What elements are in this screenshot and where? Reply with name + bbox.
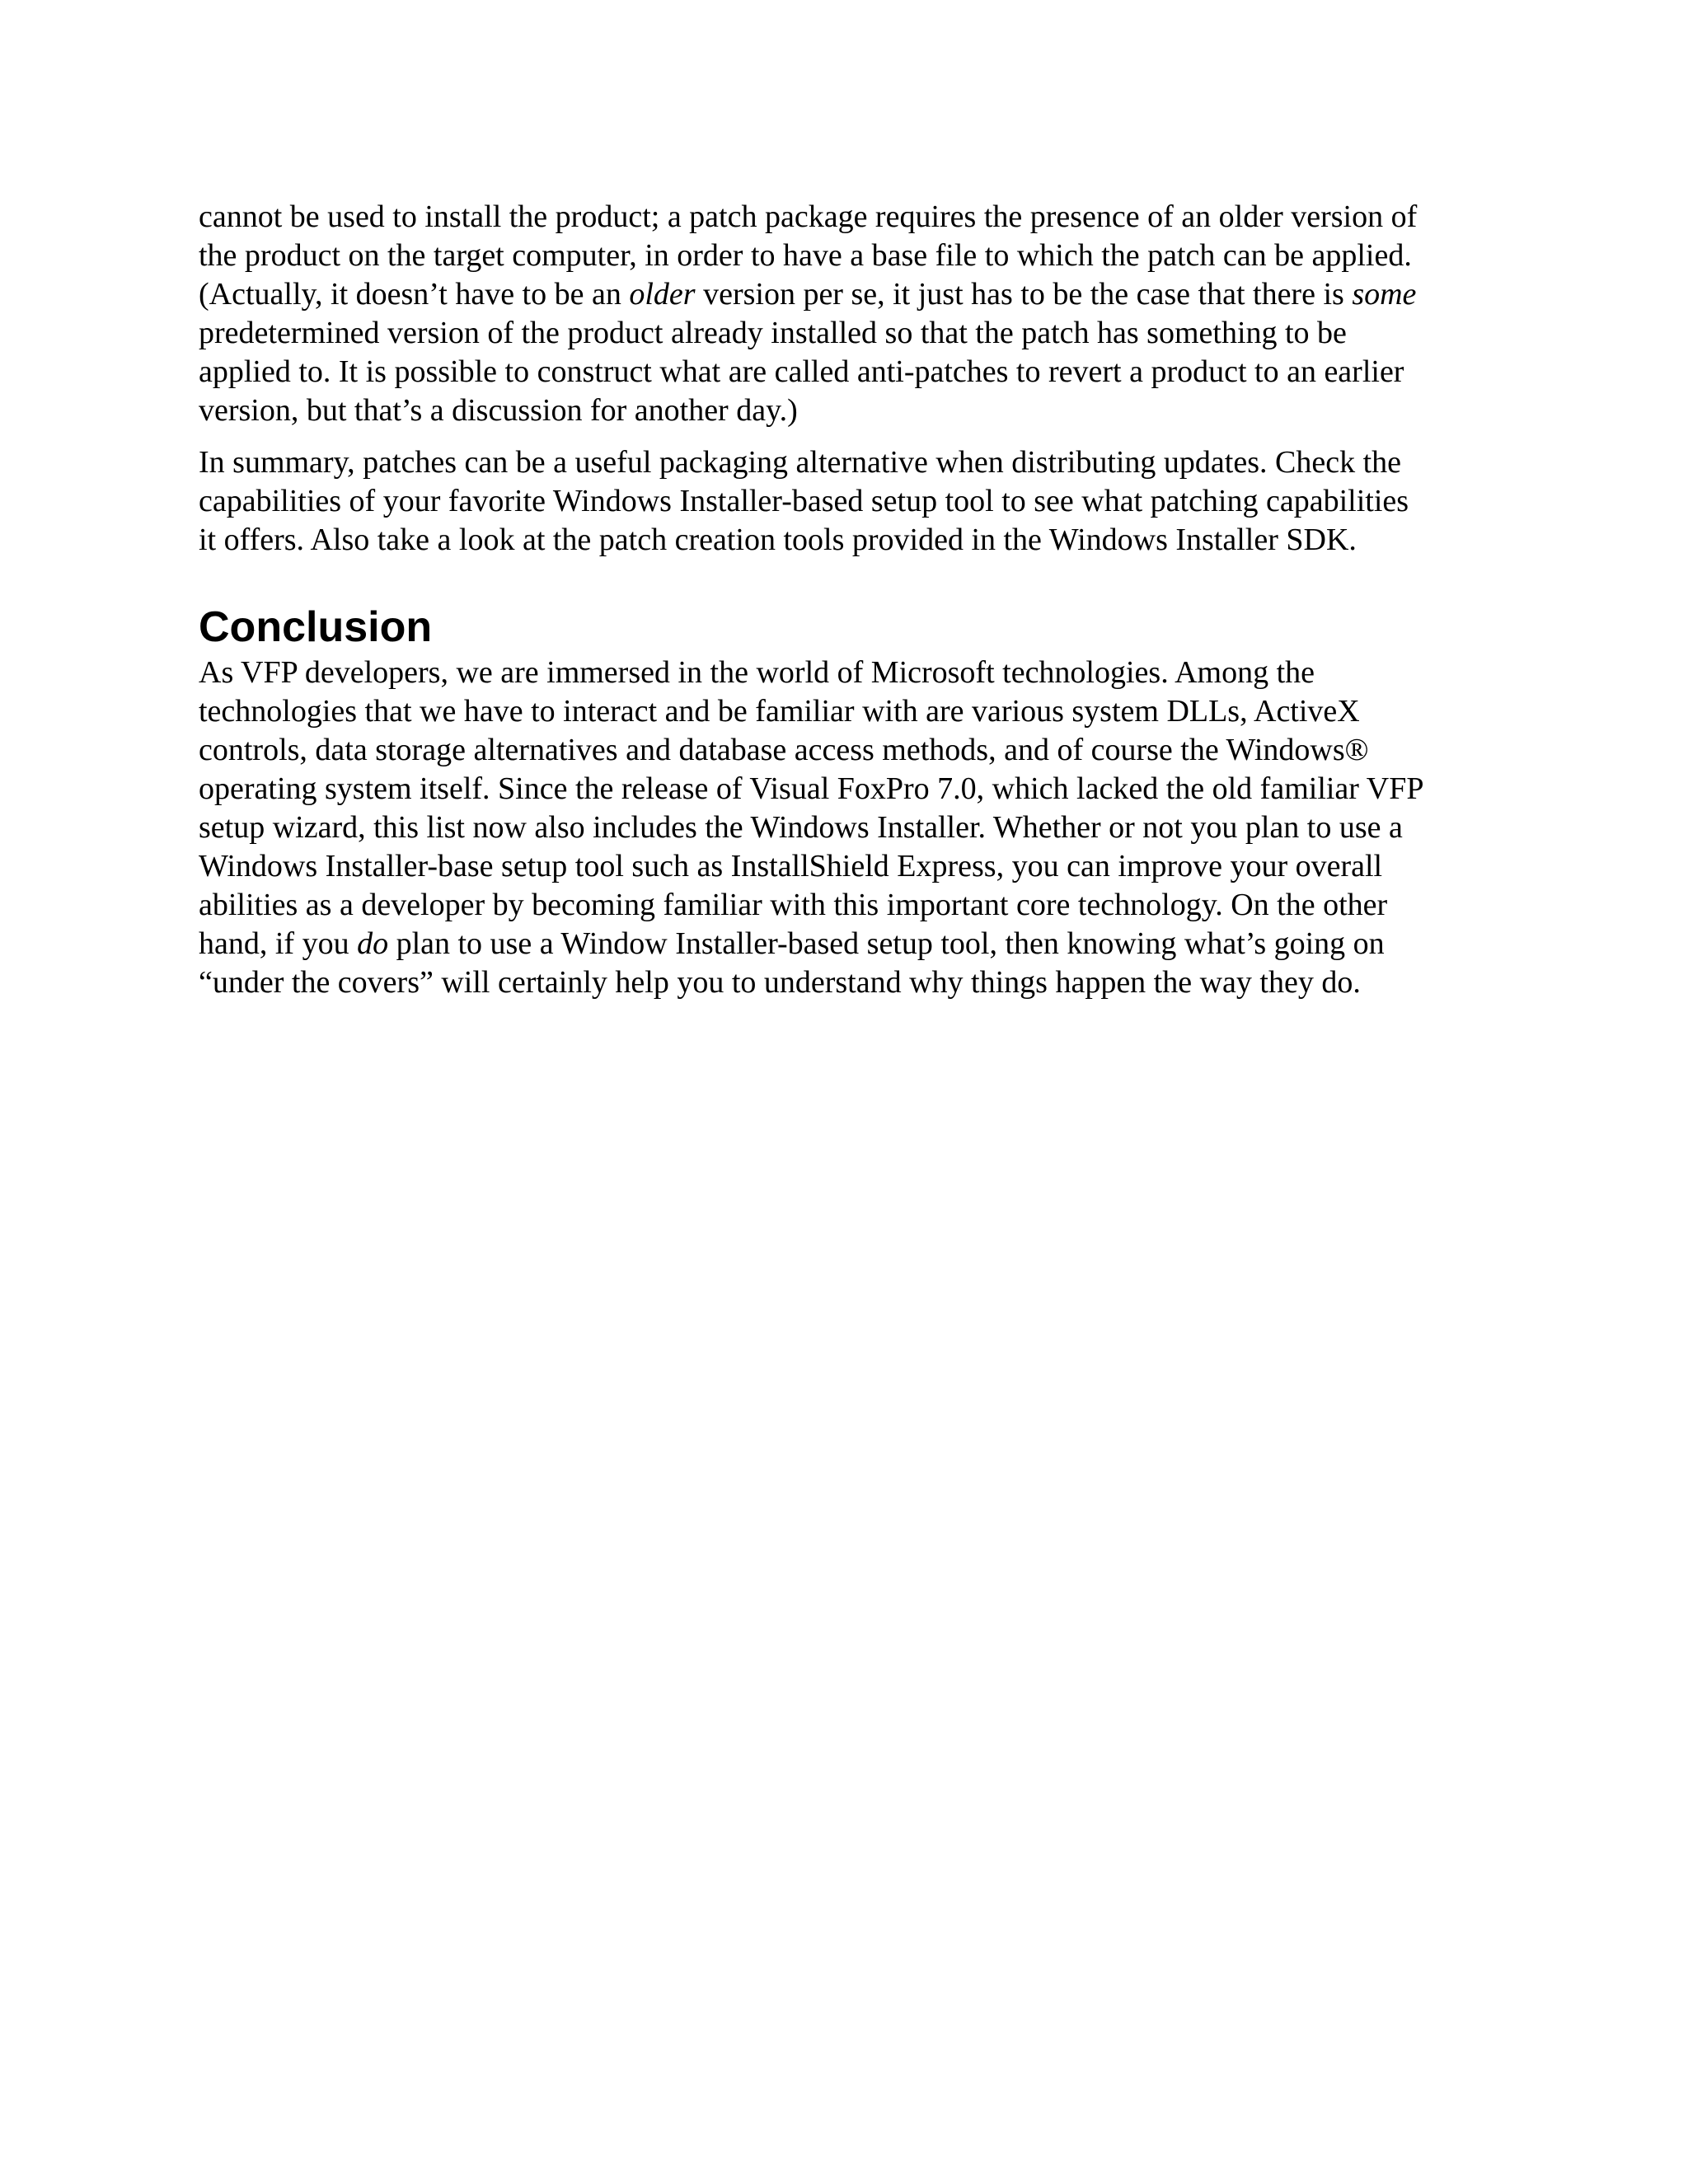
text-line: cannot be used to install the product; a patch package requires the presence of an older version of xyxy=(199,199,1418,234)
text-line: Windows Installer-base setup tool such as InstallShield Express, you can improve your overall xyxy=(199,849,1383,883)
text-line: it offers. Also take a look at the patch creation tools provided in the Windows Installer SDK. xyxy=(199,523,1357,557)
page-content xyxy=(199,198,1484,1002)
emphasis-some: some xyxy=(1352,277,1417,312)
text-line xyxy=(199,925,1484,963)
text-line: abilities as a developer by becoming familiar with this important core technology. On the other xyxy=(199,888,1388,922)
text-line xyxy=(199,275,1484,314)
text-line: the product on the target computer, in order to have a base file to which the patch can be applied. xyxy=(199,238,1412,273)
text-line: In summary, patches can be a useful packaging alternative when distributing updates. Check the xyxy=(199,445,1402,480)
text-line: operating system itself. Since the release of Visual FoxPro 7.0, which lacked the old familiar VFP xyxy=(199,771,1424,806)
text-line: capabilities of your favorite Windows Installer-based setup tool to see what patching capabilities xyxy=(199,484,1409,518)
text-run: plan to use a Window Installer-based setup tool, then knowing what’s going on xyxy=(388,926,1385,961)
text-run: (Actually, it doesn’t have to be an xyxy=(199,277,630,312)
text-line: “under the covers” will certainly help you to understand why things happen the way they do. xyxy=(199,965,1361,1000)
text-line: As VFP developers, we are immersed in the world of Microsoft technologies. Among the xyxy=(199,655,1315,690)
text-run: hand, if you xyxy=(199,926,358,961)
text-run: version per se, it just has to be the case that there is xyxy=(695,277,1353,312)
text-line: controls, data storage alternatives and database access methods, and of course the Windows® xyxy=(199,733,1369,767)
emphasis-do: do xyxy=(357,926,389,961)
paragraph-summary xyxy=(199,443,1484,560)
text-line: setup wizard, this list now also includes the Windows Installer. Whether or not you plan to use a xyxy=(199,810,1403,845)
text-line: technologies that we have to interact and be familiar with are various system DLLs, ActiveX xyxy=(199,694,1360,729)
emphasis-older: older xyxy=(629,277,696,312)
text-line: version, but that’s a discussion for another day.) xyxy=(199,393,798,428)
text-line: applied to. It is possible to construct what are called anti-patches to revert a product to an earlier xyxy=(199,354,1404,389)
paragraph-patch-requirements xyxy=(199,198,1484,430)
section-heading-conclusion: Conclusion xyxy=(199,603,433,651)
text-line: predetermined version of the product already installed so that the patch has something to be xyxy=(199,316,1347,350)
paragraph-conclusion xyxy=(199,654,1484,1002)
